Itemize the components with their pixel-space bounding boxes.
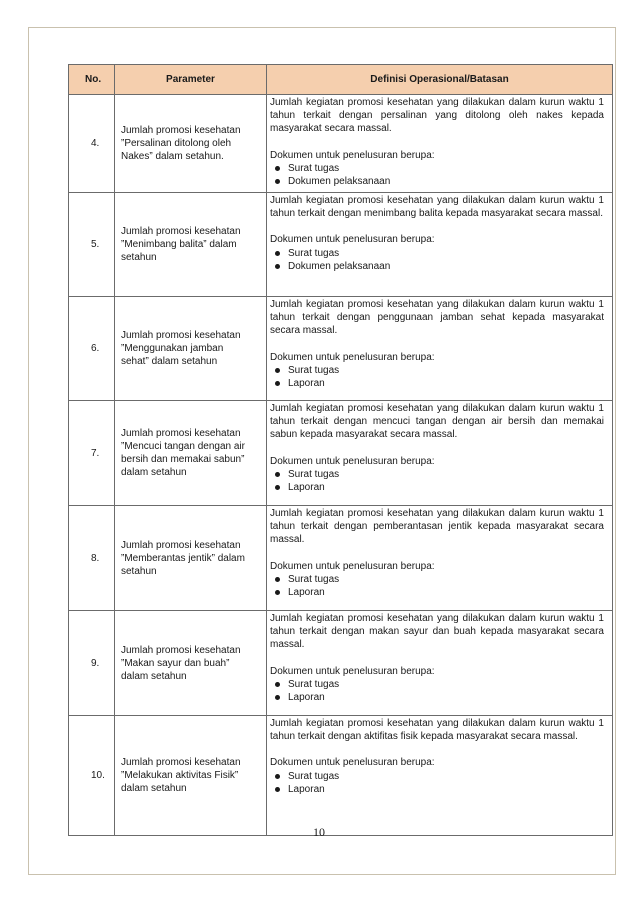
row-number: 8.	[69, 506, 115, 611]
parameter-cell	[115, 716, 267, 836]
definition-cell	[267, 611, 613, 716]
table-row	[69, 193, 613, 297]
table-row	[69, 401, 613, 506]
definition-text: Jumlah kegiatan promosi kesehatan yang dilakukan dalam kurun waktu 1 tahun terkait dengan pemberantasan jentik kepada masyarakat secara massal.	[270, 508, 604, 546]
definition-cell	[267, 297, 613, 401]
document-list-item: Surat tugas	[270, 468, 604, 481]
document-list	[270, 573, 604, 599]
table-row	[69, 95, 613, 193]
document-intro: Dokumen untuk penelusuran berupa:	[270, 234, 435, 246]
parameter-line: Jumlah promosi kesehatan	[121, 428, 241, 439]
document-intro: Dokumen untuk penelusuran berupa:	[270, 351, 435, 363]
document-list-item: Laporan	[270, 377, 604, 390]
document-list-item: Laporan	[270, 783, 604, 796]
parameter-line: sehat” dalam setahun	[121, 356, 218, 367]
row-number: 7.	[69, 401, 115, 506]
row-number: 9.	[69, 611, 115, 716]
parameter-line: ”Memberantas jentik” dalam	[121, 552, 245, 564]
parameter-line: Jumlah promosi kesehatan	[121, 125, 241, 136]
parameter-line: Nakes” dalam setahun.	[121, 151, 224, 162]
definition-cell	[267, 95, 613, 193]
row-number: 6.	[69, 297, 115, 401]
document-list	[270, 247, 604, 273]
document-intro: Dokumen untuk penelusuran berupa:	[270, 149, 435, 161]
document-list-item: Laporan	[270, 481, 604, 494]
header-definition: Definisi Operasional/Batasan	[267, 65, 613, 95]
table-body	[69, 95, 613, 836]
parameter-cell	[115, 95, 267, 193]
document-list	[270, 364, 604, 390]
parameter-cell	[115, 401, 267, 506]
definition-text: Jumlah kegiatan promosi kesehatan yang dilakukan dalam kurun waktu 1 tahun terkait dengan menimbang balita kepada masyarakat secara massal.	[270, 195, 604, 220]
table-row	[69, 611, 613, 716]
definition-cell	[267, 193, 613, 297]
parameter-line: dalam setahun	[121, 783, 187, 794]
document-list-item: Surat tugas	[270, 573, 604, 586]
parameter-cell	[115, 506, 267, 611]
definition-table	[68, 64, 613, 836]
parameter-line: ”Makan sayur dan buah”	[121, 657, 230, 669]
document-list-item: Surat tugas	[270, 247, 604, 260]
document-list-item: Surat tugas	[270, 770, 604, 783]
document-list	[270, 468, 604, 494]
document-intro: Dokumen untuk penelusuran berupa:	[270, 757, 435, 769]
table-row	[69, 716, 613, 836]
header-parameter: Parameter	[115, 65, 267, 95]
parameter-line: setahun	[121, 565, 157, 577]
parameter-line: Jumlah promosi kesehatan	[121, 330, 241, 341]
document-list-item: Surat tugas	[270, 162, 604, 175]
document-list	[270, 770, 604, 796]
document-list-item: Surat tugas	[270, 678, 604, 691]
parameter-line: ”Menimbang balita” dalam	[121, 239, 237, 250]
table-header-row	[69, 65, 613, 95]
definition-text: Jumlah kegiatan promosi kesehatan yang dilakukan dalam kurun waktu 1 tahun terkait dengan persalinan yang ditolong oleh nakes kepada masyarakat secara massal.	[270, 97, 604, 135]
document-list-item: Dokumen pelaksanaan	[270, 175, 604, 188]
document-list-item: Laporan	[270, 586, 604, 599]
parameter-cell	[115, 193, 267, 297]
parameter-line: Jumlah promosi kesehatan	[121, 539, 241, 551]
parameter-line: Jumlah promosi kesehatan	[121, 644, 241, 656]
page-number: 10	[313, 825, 325, 839]
definition-cell	[267, 401, 613, 506]
row-number: 4.	[69, 95, 115, 193]
document-intro: Dokumen untuk penelusuran berupa:	[270, 560, 435, 572]
row-number: 5.	[69, 193, 115, 297]
parameter-line: ”Persalinan ditolong oleh	[121, 138, 232, 149]
table-row	[69, 297, 613, 401]
document-list	[270, 678, 604, 704]
document-list-item: Dokumen pelaksanaan	[270, 260, 604, 273]
definition-text: Jumlah kegiatan promosi kesehatan yang dilakukan dalam kurun waktu 1 tahun terkait dengan makan sayur dan buah kepada masyarakat secara massal.	[270, 613, 604, 651]
parameter-cell	[115, 611, 267, 716]
parameter-line: ”Menggunakan jamban	[121, 343, 224, 354]
definition-cell	[267, 506, 613, 611]
document-list-item: Surat tugas	[270, 364, 604, 377]
parameter-line: ”Melakukan aktivitas Fisik”	[121, 770, 239, 781]
parameter-cell	[115, 297, 267, 401]
parameter-line: dalam setahun	[121, 467, 187, 478]
header-no: No.	[69, 65, 115, 95]
document-intro: Dokumen untuk penelusuran berupa:	[270, 455, 435, 467]
row-number: 10.	[69, 716, 115, 836]
document-list-item: Laporan	[270, 691, 604, 704]
definition-text: Jumlah kegiatan promosi kesehatan yang dilakukan dalam kurun waktu 1 tahun terkait dengan mencuci tangan dengan air bersih dan memakai sabun kepada masyarakat secara massal.	[270, 403, 604, 441]
parameter-line: Jumlah promosi kesehatan	[121, 226, 241, 237]
parameter-line: setahun	[121, 252, 157, 263]
definition-text: Jumlah kegiatan promosi kesehatan yang dilakukan dalam kurun waktu 1 tahun terkait dengan aktifitas fisik kepada masyarakat secara massal.	[270, 718, 604, 743]
parameter-line: dalam setahun	[121, 670, 187, 682]
definition-cell	[267, 716, 613, 836]
document-intro: Dokumen untuk penelusuran berupa:	[270, 665, 435, 677]
definition-text: Jumlah kegiatan promosi kesehatan yang dilakukan dalam kurun waktu 1 tahun terkait dengan penggunaan jamban sehat kepada masyarakat secara massal.	[270, 299, 604, 337]
parameter-line: bersih dan memakai sabun”	[121, 454, 245, 465]
document-list	[270, 162, 604, 188]
table-row	[69, 506, 613, 611]
parameter-line: Jumlah promosi kesehatan	[121, 757, 241, 768]
parameter-line: ”Mencuci tangan dengan air	[121, 441, 245, 452]
